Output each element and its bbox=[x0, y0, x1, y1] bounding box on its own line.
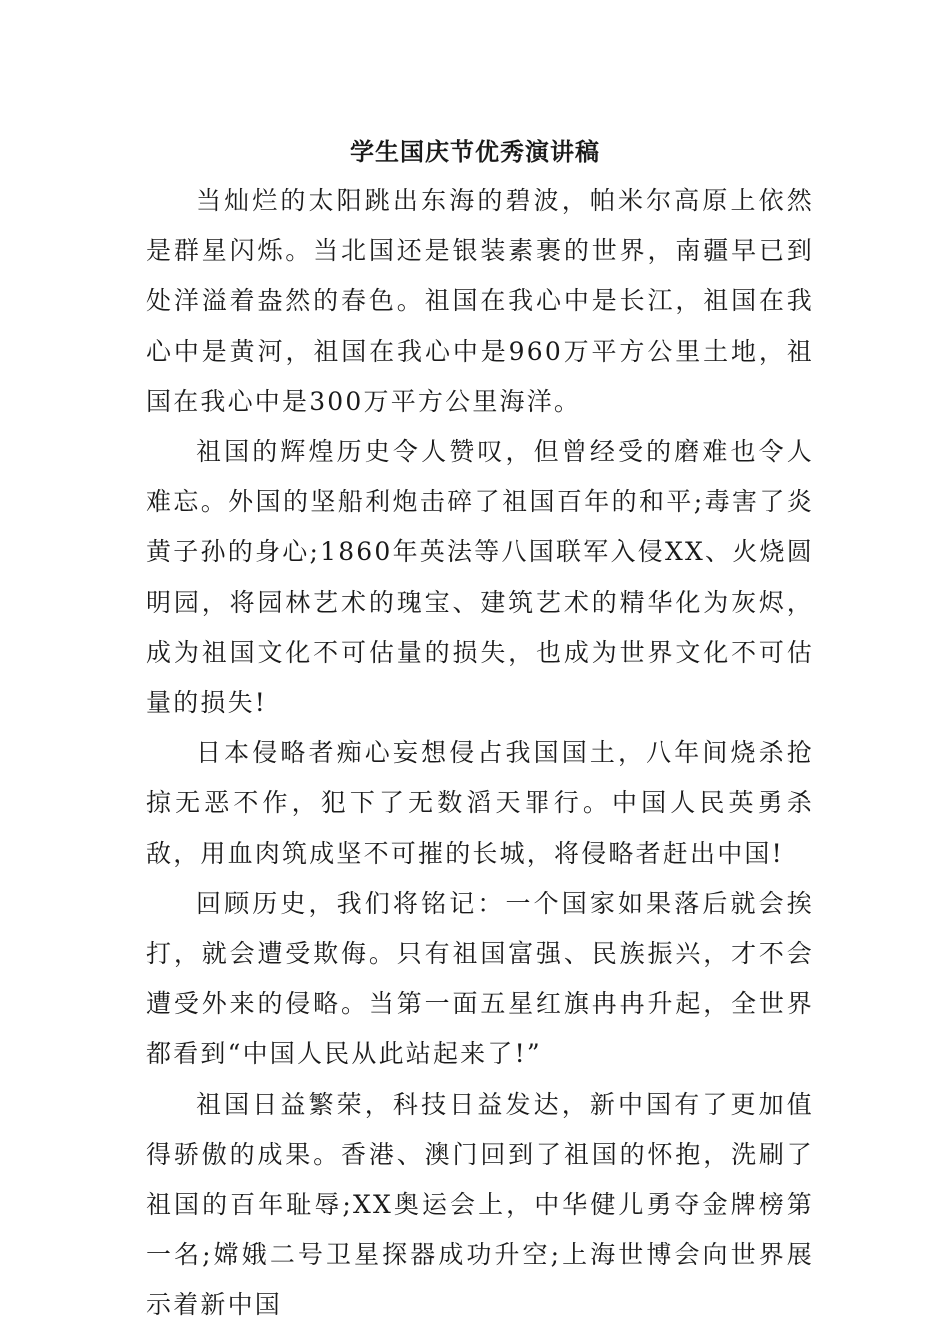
paragraph-3: 日本侵略者痴心妄想侵占我国国土，八年间烧杀抢掠无恶不作，犯下了无数滔天罪行。中国人民英勇杀敌，用血肉筑成坚不可摧的长城，将侵略者赶出中国! bbox=[146, 738, 814, 868]
document-body bbox=[146, 176, 814, 1331]
paragraph-4: 回顾历史，我们将铭记：一个国家如果落后就会挨打，就会遭受欺侮。只有祖国富强、民族振兴，才不会遭受外来的侵略。当第一面五星红旗冉冉升起，全世界都看到“中国人民从此站起来了!” bbox=[146, 888, 814, 1069]
paragraph-1: 当灿烂的太阳跳出东海的碧波，帕米尔高原上依然是群星闪烁。当北国还是银装素裹的世界，南疆早已到处洋溢着盎然的春色。祖国在我心中是长江，祖国在我心中是黄河，祖国在我心中是960万平方公里土地，祖国在我心中是300万平方公里海洋。 bbox=[146, 186, 814, 416]
paragraph-5: 祖国日益繁荣，科技日益发达，新中国有了更加值得骄傲的成果。香港、澳门回到了祖国的怀抱，洗刷了祖国的百年耻辱;XX奥运会上，中华健儿勇夺金牌榜第一名;嫦娥二号卫星探器成功升空;上海世博会向世界展示着新中国 bbox=[146, 1089, 814, 1320]
paragraph-2: 祖国的辉煌历史令人赞叹，但曾经受的磨难也令人难忘。外国的坚船利炮击碎了祖国百年的和平;毒害了炎黄子孙的身心;1860年英法等八国联军入侵XX、火烧圆明园，将园林艺术的瑰宝、建筑艺术的精华化为灰烬，成为祖国文化不可估量的损失，也成为世界文化不可估量的损失! bbox=[146, 437, 814, 718]
document-title: 学生国庆节优秀演讲稿 bbox=[350, 137, 600, 166]
